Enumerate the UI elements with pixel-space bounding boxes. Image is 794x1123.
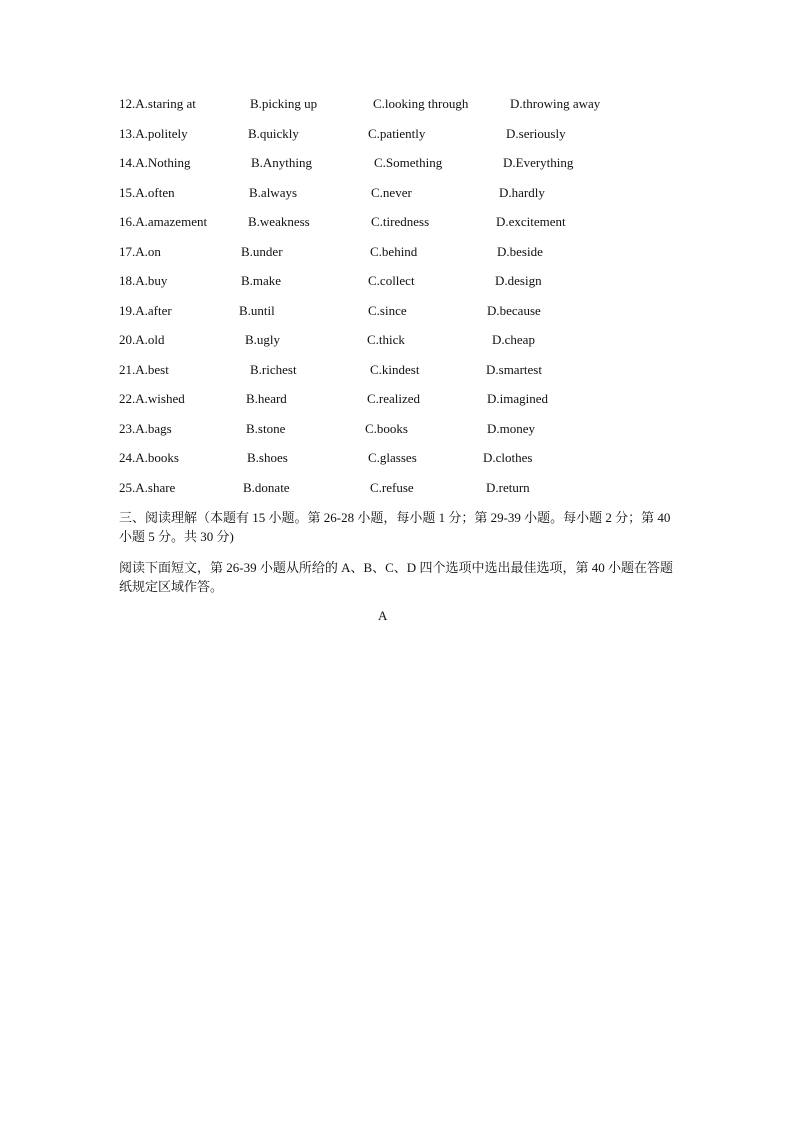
option-b: B.shoes	[247, 450, 288, 465]
option-a: 24.A.books	[119, 450, 179, 465]
option-c: C.since	[368, 302, 407, 318]
question-row-20	[119, 330, 719, 360]
option-c: C.books	[365, 420, 408, 436]
option-a: 18.A.buy	[119, 273, 168, 288]
option-a: 23.A.bags	[119, 420, 172, 436]
option-a: 21.A.best	[119, 361, 169, 377]
option-a: 22.A.wished	[119, 391, 185, 406]
option-d: D.smartest	[486, 361, 542, 377]
option-c: C.looking through	[373, 96, 469, 111]
option-d: D.return	[486, 479, 530, 495]
option-b: B.heard	[246, 391, 287, 406]
option-d: D.imagined	[487, 391, 549, 406]
option-b: B.ugly	[245, 332, 281, 347]
option-c: C.tiredness	[371, 214, 430, 229]
option-d: D.throwing away	[510, 96, 601, 111]
option-a: 19.A.after	[119, 302, 172, 318]
option-c: C.thick	[367, 332, 405, 347]
option-b: B.always	[249, 184, 298, 200]
option-c: C.collect	[368, 273, 415, 288]
section-heading-reading: 三、阅读理解（本题有 15 小题。第 26-28 小题，每小题 1 分；第 29-39 小题。每小题 2 分；第 40 小题 5 分。共 30 分)	[119, 510, 671, 544]
option-c: C.glasses	[368, 450, 417, 465]
option-a: 20.A.old	[119, 332, 165, 347]
option-a: 15.A.often	[119, 184, 175, 200]
option-c: C.kindest	[370, 361, 420, 377]
option-d: D.Everything	[503, 155, 574, 170]
option-b: B.until	[239, 302, 275, 318]
option-a: 13.A.politely	[119, 125, 188, 141]
option-b: B.make	[241, 273, 282, 288]
question-row-16	[119, 212, 719, 242]
option-b: B.picking up	[250, 96, 318, 111]
option-b: B.donate	[243, 479, 290, 495]
option-d: D.hardly	[499, 184, 545, 200]
option-b: B.under	[241, 243, 283, 259]
question-row-17	[119, 242, 719, 272]
option-d: D.cheap	[492, 332, 535, 347]
option-d: D.clothes	[483, 450, 533, 465]
option-c: C.never	[371, 184, 412, 200]
option-a: 25.A.share	[119, 479, 176, 495]
question-row-21	[119, 360, 719, 390]
question-row-24	[119, 448, 719, 478]
option-d: D.excitement	[496, 214, 566, 229]
question-row-15	[119, 183, 719, 213]
question-row-12	[119, 94, 719, 124]
option-c: C.Something	[374, 155, 443, 170]
question-row-22	[119, 389, 719, 419]
reading-instructions: 阅读下面短文，第 26-39 小题从所给的 A、B、C、D 四个选项中选出最佳选项，第 40 小题在答题纸规定区域作答。	[119, 560, 673, 594]
option-a: 14.A.Nothing	[119, 155, 191, 170]
option-b: B.richest	[250, 361, 297, 377]
option-a: 16.A.amazement	[119, 214, 208, 229]
question-row-19	[119, 301, 719, 331]
option-d: D.because	[487, 302, 541, 318]
option-d: D.design	[495, 273, 542, 288]
passage-label: A	[378, 608, 388, 623]
option-c: C.realized	[367, 391, 421, 406]
question-row-23	[119, 419, 719, 449]
option-a: 12.A.staring at	[119, 96, 196, 111]
question-row-25	[119, 478, 719, 508]
option-c: C.behind	[370, 243, 418, 259]
option-b: B.quickly	[248, 125, 299, 141]
option-d: D.seriously	[506, 125, 566, 141]
option-b: B.stone	[246, 420, 286, 436]
question-row-14	[119, 153, 719, 183]
question-row-18	[119, 271, 719, 301]
option-c: C.refuse	[370, 479, 414, 495]
option-c: C.patiently	[368, 125, 426, 141]
cloze-options-list	[119, 94, 719, 507]
option-b: B.weakness	[248, 214, 310, 229]
option-d: D.money	[487, 420, 536, 436]
option-b: B.Anything	[251, 155, 313, 170]
option-a: 17.A.on	[119, 243, 161, 259]
option-d: D.beside	[497, 243, 543, 259]
question-row-13	[119, 124, 719, 154]
